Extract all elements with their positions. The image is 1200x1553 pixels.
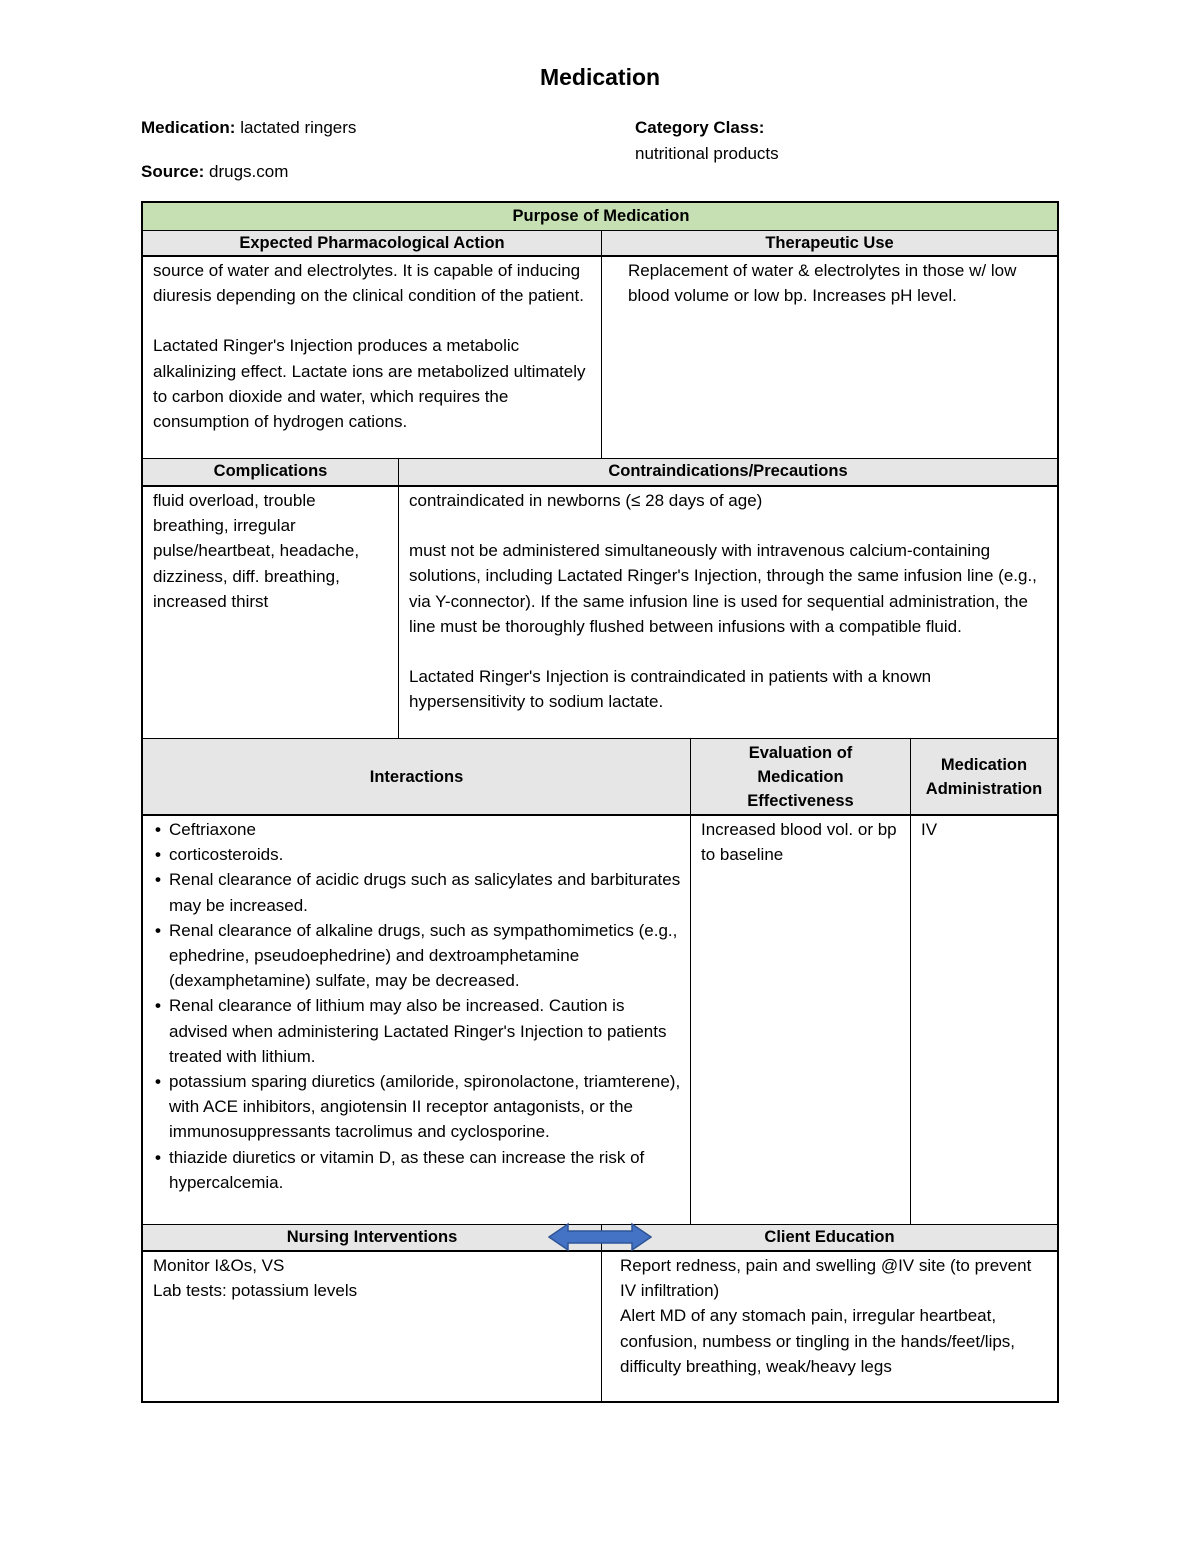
- use-cell: Replacement of water & electrolytes in those w/ low blood volume or low bp. Increases pH level.: [601, 257, 1057, 458]
- interactions-header: Interactions: [143, 739, 690, 814]
- medication-label: Medication:: [141, 118, 236, 137]
- purpose-title-row: [143, 203, 1057, 230]
- administration-cell: IV: [910, 816, 1057, 1224]
- administration-header: Medication Administration: [910, 739, 1057, 814]
- complications-header: Complications: [143, 459, 398, 485]
- list-item: • potassium sparing diuretics (amiloride, spironolactone, triamterene), with ACE inhibitors, angiotensin II receptor antagonists, or the immunosuppressants tacrolimus and cyclosporine.: [153, 1069, 682, 1145]
- purpose-body-row: [143, 255, 1057, 458]
- contraindications-paragraph-2: must not be administered simultaneously with intravenous calcium-containing solutions, including Lactated Ringer's Injection, through the same infusion line (e.g., via Y-connector). If the same infusion line is used for sequential administration, the line must be thoroughly flushed between infusions with a compatible fluid.: [409, 541, 1037, 636]
- nursing-body-row: [143, 1250, 1057, 1401]
- evaluation-cell: Increased blood vol. or bp to baseline: [690, 816, 910, 1224]
- list-item: • Ceftriaxone: [153, 817, 682, 842]
- complications-body-row: [143, 485, 1057, 738]
- contraindications-paragraph-1: contraindicated in newborns (≤ 28 days of age): [409, 491, 763, 510]
- source-label: Source:: [141, 162, 205, 181]
- nursing-header: Nursing Interventions: [143, 1225, 601, 1250]
- action-paragraph-1: source of water and electrolytes. It is capable of inducing diuresis depending on the clinical condition of the patient.: [153, 261, 584, 306]
- purpose-title: Purpose of Medication: [143, 203, 1057, 230]
- category-block: [635, 115, 779, 167]
- contraindications-header: Contraindications/Precautions: [398, 459, 1057, 485]
- interactions-list: [153, 817, 682, 1195]
- complications-cell: fluid overload, trouble breathing, irregular pulse/heartbeat, headache, dizziness, diff. breathing, increased thirst: [153, 491, 360, 611]
- education-header: Client Education: [601, 1225, 1057, 1250]
- nursing-line-2: Lab tests: potassium levels: [153, 1281, 358, 1301]
- medication-value: lactated ringers: [240, 118, 357, 137]
- arrow-shape: [549, 1224, 651, 1250]
- education-paragraph-1: Report redness, pain and swelling @IV site (to prevent IV infiltration): [620, 1256, 1032, 1301]
- list-item: • Renal clearance of alkaline drugs, such as sympathomimetics (e.g., ephedrine, pseudoephedrine) and dextroamphetamine (dexamphetamine) sulfate, may be decreased.: [153, 918, 682, 994]
- contraindications-paragraph-3: Lactated Ringer's Injection is contraindicated in patients with a known hypersensitivity to sodium lactate.: [409, 667, 932, 712]
- list-item: • corticosteroids.: [153, 842, 682, 867]
- education-paragraph-2: Alert MD of any stomach pain, irregular heartbeat, confusion, numbess or tingling in the hands/feet/lips, difficulty breathing, weak/heavy legs: [620, 1306, 1016, 1376]
- evaluation-header: Evaluation of Medication Effectiveness: [690, 739, 910, 814]
- action-paragraph-2: Lactated Ringer's Injection produces a metabolic alkalinizing effect. Lactate ions are metabolized ultimately to carbon dioxide and water, which requires the consumption of hydrogen cations.: [153, 336, 586, 432]
- source-value: drugs.com: [209, 162, 289, 181]
- action-header: Expected Pharmacological Action: [143, 231, 601, 255]
- medication-line: [141, 115, 356, 141]
- interactions-cell: [143, 816, 690, 1224]
- source-line: [141, 159, 288, 185]
- purpose-header-row: [143, 230, 1057, 255]
- category-value: nutritional products: [635, 144, 779, 163]
- contraindications-cell: [398, 487, 1057, 738]
- list-item: • thiazide diuretics or vitamin D, as these can increase the risk of hypercalcemia.: [153, 1145, 682, 1195]
- action-cell: [143, 257, 601, 458]
- page-title: Medication: [539, 64, 661, 90]
- complications-header-row: [143, 458, 1057, 485]
- interactions-body-row: [143, 814, 1057, 1224]
- nursing-cell: [143, 1252, 601, 1401]
- use-header: Therapeutic Use: [601, 231, 1057, 255]
- nursing-line-1: Monitor I&Os, VS: [153, 1256, 285, 1275]
- category-label: Category Class:: [635, 118, 765, 137]
- education-cell: [601, 1252, 1057, 1401]
- double-headed-arrow-icon: [548, 1222, 652, 1252]
- list-item: • Renal clearance of lithium may also be increased. Caution is advised when administering Lactated Ringer's Injection to patients treated with lithium.: [153, 993, 682, 1069]
- interactions-header-row: [143, 738, 1057, 814]
- list-item: • Renal clearance of acidic drugs such as salicylates and barbiturates may be increased.: [153, 867, 682, 917]
